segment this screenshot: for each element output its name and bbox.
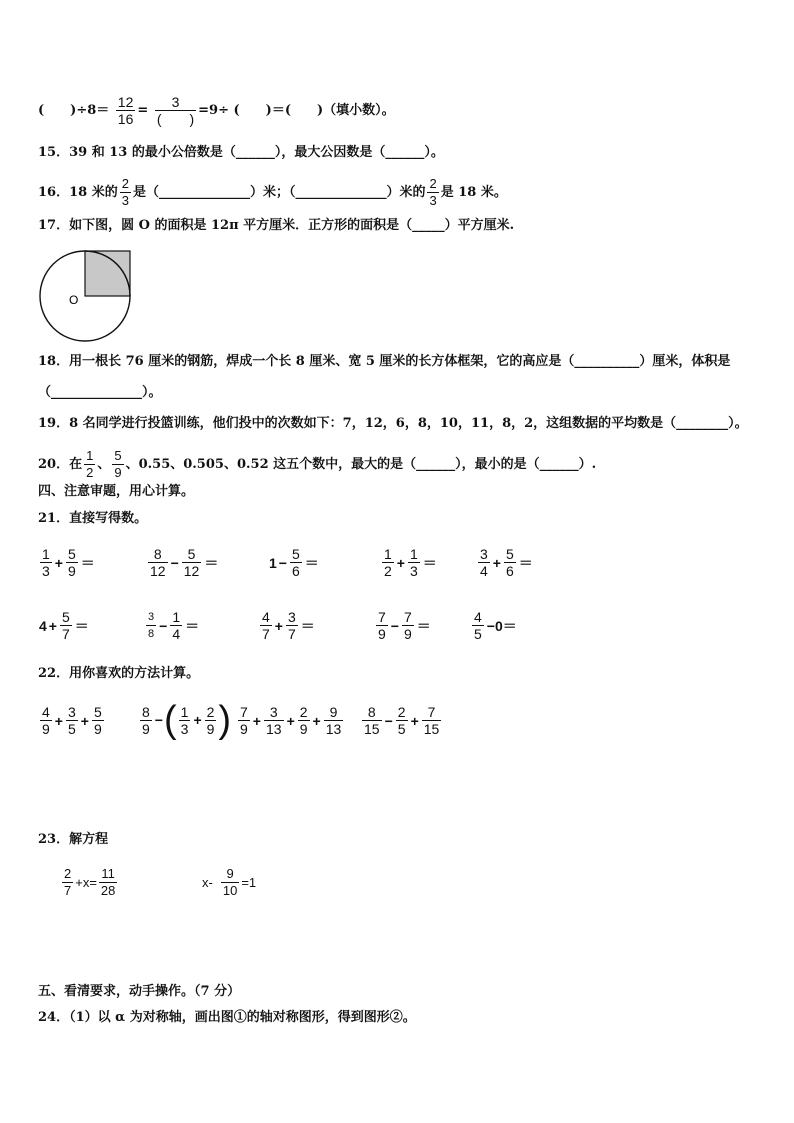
expr-2 (138, 700, 231, 740)
operator: + (80, 712, 89, 729)
numerator: 3 (67, 704, 76, 720)
numerator: 1 (42, 546, 50, 562)
question-22: 22．用你喜欢的方法计算。 (38, 666, 200, 681)
numerator: 5 (505, 546, 514, 562)
denominator: 8 (148, 628, 155, 640)
expr (476, 546, 534, 579)
denominator: 12 (183, 563, 200, 579)
numerator: 7 (378, 609, 386, 625)
fraction (478, 546, 490, 579)
question-20: 20．在 $\frac{1}{2}$ 、 $\frac{5}{9}$ 、0.55、0.505、0.52 这五个数中，最大的是（______），最小的是（______）. (38, 448, 597, 480)
numerator: 2 (429, 176, 437, 191)
numerator: 9 (324, 704, 344, 721)
operator: ＝ (304, 554, 319, 571)
fraction (472, 609, 484, 642)
numerator: 2 (121, 176, 129, 191)
denominator: 3 (180, 720, 189, 737)
denominator: 7 (287, 626, 296, 642)
denominator: 15 (364, 721, 380, 737)
section-4-title: 四、注意审题，用心计算。 (38, 484, 195, 499)
fraction (40, 546, 52, 579)
numerator: 5 (291, 546, 300, 562)
fraction (140, 704, 152, 737)
denominator: 9 (42, 721, 50, 737)
fraction (170, 609, 182, 642)
expr-3 (236, 704, 345, 737)
denominator: 9 (67, 563, 76, 579)
numerator: 2 (299, 704, 308, 720)
fraction (290, 546, 302, 579)
numerator: 5 (114, 448, 122, 463)
denominator: 9 (299, 721, 308, 737)
denominator: 4 (480, 563, 488, 579)
operator: + (312, 712, 321, 729)
numerator: 1 (180, 703, 189, 720)
fraction (422, 704, 442, 737)
denominator: 4 (172, 626, 181, 642)
denominator: 7 (262, 626, 270, 642)
operator: + (54, 554, 63, 571)
numerator: 3 (287, 609, 296, 625)
fraction (504, 546, 516, 579)
operator: ＝ (80, 554, 95, 571)
denominator: 5 (67, 721, 76, 737)
denominator: 6 (505, 563, 514, 579)
numerator: 4 (42, 704, 50, 720)
numerator: 7 (422, 704, 442, 721)
expr-4 (360, 704, 443, 737)
denominator: 3 (42, 563, 50, 579)
denominator: 28 (100, 883, 116, 898)
fraction (179, 704, 191, 737)
denominator: 9 (240, 721, 248, 737)
operator: ＝ (204, 554, 219, 571)
denominator: 5 (397, 721, 406, 737)
numerator: 8 (142, 703, 150, 720)
expr (146, 546, 219, 579)
expr (268, 546, 320, 579)
operator: ＝ (416, 617, 431, 634)
operator: ＝ (74, 617, 89, 634)
operator: 4 (39, 617, 47, 634)
fraction (264, 704, 284, 737)
equation-2: x- $\frac{9}{10}$ =1 (202, 866, 257, 898)
denominator: 3 (409, 563, 418, 579)
fraction (221, 866, 239, 899)
section-5-title: 五、看清要求，动手操作。（7 分） (38, 984, 241, 999)
numerator: 7 (240, 704, 248, 720)
fraction (238, 704, 250, 737)
fraction (205, 704, 217, 737)
question-16: 16．18 米的 $\frac{2}{3}$ 是（______________）米；（______________）米的 $\frac{2}{3}$ 是 18 米。 (38, 176, 507, 208)
fraction (66, 704, 78, 737)
denominator: 7 (61, 626, 70, 642)
numerator: 3 (146, 609, 156, 626)
operator: + (492, 554, 501, 571)
operator: ＝ (518, 554, 533, 571)
expr (380, 546, 438, 579)
denominator: 15 (423, 721, 440, 737)
fraction (396, 704, 408, 737)
fraction (408, 546, 420, 579)
expr (374, 609, 432, 642)
fraction (402, 609, 414, 642)
numerator: 8 (148, 546, 168, 563)
fraction (298, 704, 310, 737)
numerator: 8 (362, 704, 382, 721)
numerator: 1 (172, 609, 181, 625)
fraction (40, 704, 52, 737)
operator: + (286, 712, 295, 729)
fraction (120, 176, 131, 209)
expr (258, 609, 316, 642)
circle-square-figure (38, 246, 138, 342)
operator: + (252, 712, 261, 729)
denominator: 9 (114, 465, 122, 480)
operator: − (170, 554, 179, 571)
operator: + (274, 617, 283, 634)
operator: + (396, 554, 405, 571)
question-24: 24．（1）以 α 为对称轴，画出图①的轴对称图形，得到图形②。 (38, 1010, 416, 1025)
fraction (324, 704, 344, 737)
denominator: 9 (378, 626, 386, 642)
numerator: 1 (86, 448, 94, 463)
denominator: 9 (93, 721, 102, 737)
operator: 1 (269, 554, 277, 571)
numerator: 2 (397, 704, 406, 720)
numerator: 2 (64, 866, 72, 881)
numerator: 5 (182, 546, 202, 563)
fraction (99, 866, 117, 899)
question-19: 19．8 名同学进行投篮训练，他们投中的次数如下：7，12，6，8，10，11，8，2，这组数据的平均数是（________）。 (38, 416, 748, 431)
numerator: 11 (99, 866, 117, 883)
expr (38, 546, 96, 579)
denominator: 13 (265, 721, 282, 737)
fraction (148, 546, 168, 579)
operator: −0＝ (486, 617, 517, 634)
denominator: 9 (206, 720, 215, 737)
fraction (92, 704, 104, 737)
fraction (116, 94, 136, 127)
operator: + (54, 712, 63, 729)
question-14: ( )÷8＝ $\frac{12}{16}$ = $\frac{3}{( )}$ =9÷ ( )＝( )（填小数）。 (38, 94, 395, 127)
operator: ＝ (422, 554, 437, 571)
operator: ＝ (185, 617, 200, 634)
question-18: 18．用一根长 76 厘米的钢筋，焊成一个长 8 厘米、宽 5 厘米的长方体框架，它的高应是（__________）厘米，体积是 (38, 354, 731, 369)
label-o: O (69, 293, 79, 307)
numerator: 4 (474, 609, 482, 625)
operator: − (154, 712, 163, 728)
numerator: 3 (264, 704, 284, 721)
denominator: 16 (117, 111, 134, 127)
numerator: 5 (61, 609, 70, 625)
denominator: 5 (474, 626, 482, 642)
parenthesis: ) (218, 699, 232, 741)
denominator: 3 (121, 193, 129, 208)
numerator: 4 (262, 609, 270, 625)
numerator: 5 (67, 546, 76, 562)
numerator: 1 (409, 546, 418, 562)
operator: − (390, 617, 399, 634)
denominator: 12 (150, 563, 166, 579)
operator: + (410, 712, 419, 729)
numerator: 1 (384, 546, 392, 562)
denominator: ( ) (156, 111, 195, 127)
fraction (155, 94, 196, 127)
fraction (286, 609, 298, 642)
fraction (182, 546, 202, 579)
denominator: 2 (86, 465, 94, 480)
numerator: 2 (206, 703, 215, 720)
q23-row (60, 866, 660, 906)
fraction (376, 609, 388, 642)
denominator: 2 (384, 563, 392, 579)
fraction (382, 546, 394, 579)
operator: + (48, 617, 57, 634)
fraction (427, 176, 438, 209)
fraction (146, 609, 156, 642)
numerator: 9 (221, 866, 239, 883)
question-17: 17．如下图，圆 O 的面积是 12π 平方厘米．正方形的面积是（_____）平方厘米. (38, 218, 515, 233)
equation-1: $\frac{2}{7}$ +x= $\frac{11}{28}$ (64, 866, 116, 898)
expr (470, 609, 518, 642)
question-18-cont: （______________）。 (38, 385, 162, 400)
fraction (362, 704, 382, 737)
expr (38, 609, 90, 642)
fraction (84, 448, 95, 481)
operator: + (193, 712, 202, 728)
fraction (62, 866, 73, 899)
fraction (260, 609, 272, 642)
operator: − (384, 712, 393, 729)
numerator: 3 (480, 546, 488, 562)
denominator: 10 (222, 883, 238, 898)
expr-1 (38, 704, 106, 737)
denominator: 9 (403, 626, 412, 642)
parenthesis: ( (163, 699, 177, 741)
numerator: 12 (117, 94, 134, 110)
operator: − (159, 617, 168, 634)
expr (144, 609, 200, 642)
question-21: 21．直接写得数。 (38, 511, 148, 526)
operator: ＝ (300, 617, 315, 634)
fraction (112, 448, 123, 481)
operator: − (278, 554, 287, 571)
question-15: 15．39 和 13 的最小公倍数是（______），最大公因数是（______）。 (38, 145, 444, 160)
numerator: 5 (93, 704, 102, 720)
fraction (66, 546, 78, 579)
denominator: 7 (64, 883, 72, 898)
denominator: 9 (142, 720, 150, 737)
question-23: 23．解方程 (38, 832, 109, 847)
denominator: 6 (291, 563, 300, 579)
numerator: 7 (403, 609, 412, 625)
numerator: 3 (155, 94, 196, 111)
q22-row (38, 700, 758, 744)
denominator: 13 (325, 721, 342, 737)
fraction (60, 609, 72, 642)
denominator: 3 (429, 193, 437, 208)
